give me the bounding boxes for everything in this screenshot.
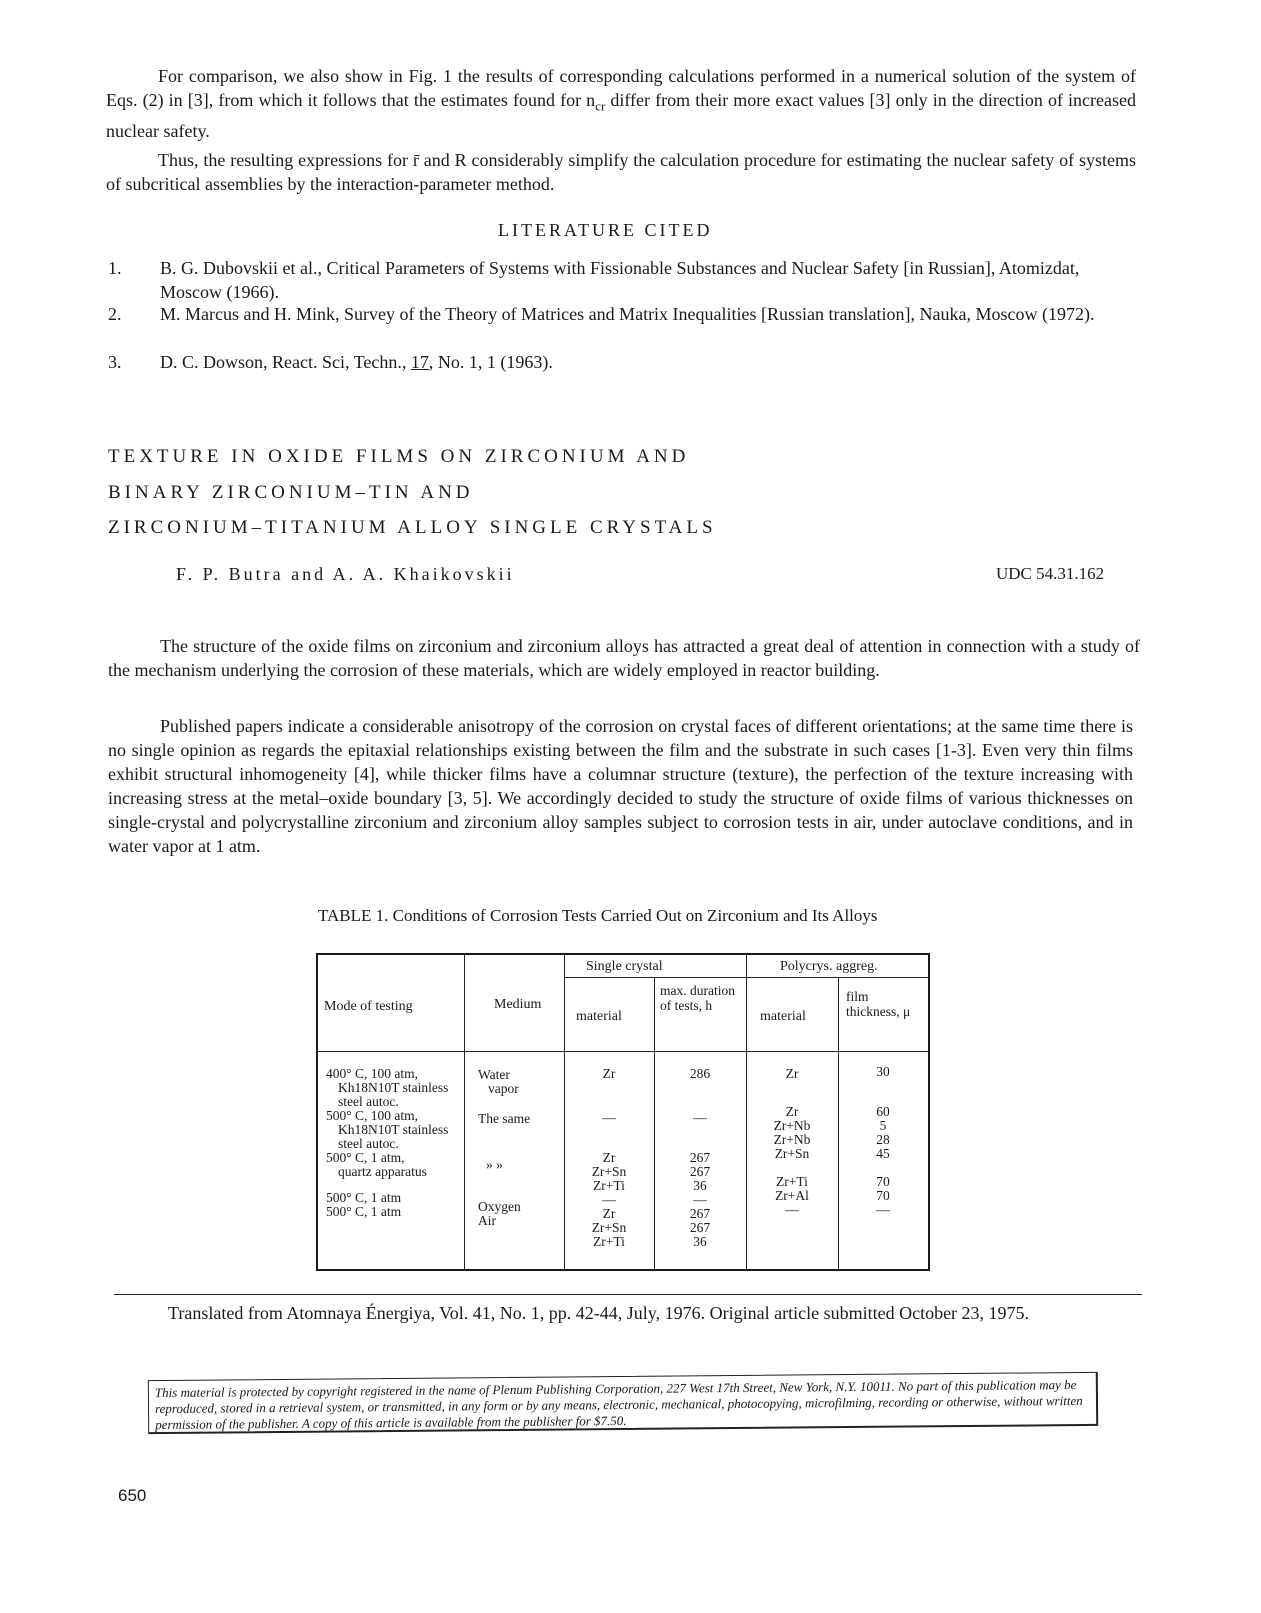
- copyright-notice: This material is protected by copyright registered in the name of Plenum Publishing Corporation, 227 West 17th Street, New York, N.Y. 10011. No part of this publication may be reproduced, stored in a retrieval system, or transmitted, in any form or by any means, electronic, mechanical, photocopying, microfilming, recording or otherwise, without written permission of the publisher. A copy of this article is available from the publisher for $7.50.: [148, 1372, 1098, 1434]
- pc-material-value: Zr+Nb: [773, 1132, 811, 1147]
- header-pc-material: material: [760, 1009, 806, 1024]
- sc-material-value: Zr+Ti: [593, 1234, 625, 1249]
- thickness-value: 5: [879, 1118, 887, 1133]
- header-polycrystal: Polycrys. aggreg.: [780, 959, 878, 974]
- spacer: [838, 1079, 928, 1105]
- thickness-value: 70: [876, 1174, 890, 1189]
- mode-text: 400° C, 100 atm,: [326, 1066, 419, 1081]
- corrosion-table: [316, 953, 930, 1271]
- duration-value: 267: [689, 1206, 711, 1221]
- spacer: [654, 1125, 746, 1151]
- udc-code: UDC 54.31.162: [996, 564, 1105, 583]
- spacer: [564, 1081, 654, 1111]
- spacer: [654, 1081, 746, 1111]
- mode-text: 500° C, 100 atm,: [326, 1108, 419, 1123]
- medium-cell: vapor: [488, 1081, 519, 1096]
- intro-paragraph-1-text-a: For comparison, we also show in Fig. 1 the results of corresponding calculations performed in a numerical solution of the system of Eqs. (2) in [3], from which it follows that the estimates found for: [106, 66, 1136, 110]
- spacer: [746, 1081, 838, 1105]
- reference-number: 3.: [108, 352, 122, 372]
- spacer: [838, 1161, 928, 1175]
- intro-paragraph-2: Thus, the resulting expressions for r̄ and R considerably simplify the calculation procedure for estimating the nuclear safety of systems of subcritical assemblies by the interaction-parameter method.: [106, 150, 1136, 194]
- medium-cell: » »: [486, 1157, 503, 1172]
- mode-text: Kh18N10T stainless steel autoc.: [338, 1122, 449, 1151]
- pc-material-value: —: [785, 1202, 799, 1217]
- translation-note: Translated from Atomnaya Énergiya, Vol. 41, No. 1, pp. 42-44, July, 1976. Original article submitted October 23, 1975.: [168, 1303, 1030, 1323]
- n-cr-variable: n: [586, 90, 596, 110]
- article-title-line-1: TEXTURE IN OXIDE FILMS ON ZIRCONIUM AND: [108, 446, 690, 467]
- table-caption: TABLE 1. Conditions of Corrosion Tests Carried Out on Zirconium and Its Alloys: [318, 906, 878, 925]
- header-sc-material: material: [576, 1009, 622, 1024]
- pc-material-value: Zr+Sn: [774, 1146, 810, 1161]
- reference-text: M. Marcus and H. Mink, Survey of the Theory of Matrices and Matrix Inequalities [Russian translation], Nauka, Moscow (1972).: [160, 304, 1095, 324]
- duration-value: 36: [693, 1234, 707, 1249]
- sc-material-value: —: [602, 1192, 616, 1207]
- reference-text: B. G. Dubovskii et al., Critical Parameters of Systems with Fissionable Substances and Nuclear Safety [in Russian], Atomizdat, Moscow (1966).: [160, 258, 1080, 302]
- sc-material-cell: [564, 1067, 654, 1249]
- thickness-value: —: [876, 1202, 890, 1217]
- reference-number: 1.: [108, 258, 122, 278]
- thickness-value: 60: [876, 1104, 890, 1119]
- sc-material-value: Zr: [602, 1150, 616, 1165]
- sc-material-value: Zr+Sn: [591, 1220, 627, 1235]
- thickness-value: 45: [876, 1146, 890, 1161]
- reference-3: [108, 350, 1138, 374]
- duration-value: 267: [689, 1164, 711, 1179]
- mode-text: quartz apparatus: [338, 1164, 427, 1179]
- mode-text: 500° C, 1 atm: [326, 1190, 402, 1205]
- mode-text: Kh18N10T stainless steel autoc.: [338, 1080, 449, 1109]
- page-number: 650: [118, 1486, 147, 1505]
- duration-cell: [654, 1067, 746, 1249]
- intro-paragraph-1: [106, 64, 1136, 143]
- pc-material-value: Zr+Nb: [773, 1118, 811, 1133]
- duration-value: 267: [689, 1220, 711, 1235]
- mode-cell: [326, 1067, 462, 1219]
- header-thickness: film thickness, μ: [846, 989, 911, 1019]
- reference-number: 2.: [108, 304, 122, 324]
- pc-material-value: Zr: [785, 1066, 799, 1081]
- article-title-line-2: BINARY ZIRCONIUM–TIN AND: [108, 482, 474, 503]
- literature-heading: LITERATURE CITED: [498, 220, 713, 240]
- duration-value: 36: [693, 1178, 707, 1193]
- thickness-value: 30: [876, 1064, 890, 1079]
- article-paragraph-1: The structure of the oxide films on zirconium and zirconium alloys has attracted a great deal of attention in connection with a study of the mechanism underlying the corrosion of these materials, which are widely employed in reactor building.: [108, 636, 1140, 680]
- sc-material-value: Zr: [602, 1066, 616, 1081]
- reference-text: [160, 350, 1138, 374]
- thickness-cell: [838, 1065, 928, 1217]
- sc-material-value: Zr: [602, 1206, 616, 1221]
- pc-material-cell: [746, 1067, 838, 1217]
- pc-material-value: Zr: [785, 1104, 799, 1119]
- table-divider: [318, 1051, 928, 1052]
- duration-value: —: [693, 1110, 707, 1125]
- reference-volume: 17: [410, 352, 429, 372]
- sc-material-value: —: [602, 1110, 616, 1125]
- pc-material-value: Zr+Al: [775, 1188, 809, 1203]
- reference-text-a: D. C. Dowson, React. Sci, Techn.,: [160, 352, 411, 372]
- reference-1: [108, 256, 1138, 304]
- intro-paragraph-1-text-b: differ from their more exact values [3] only in the direction of increased nuclear safety.: [106, 90, 1137, 141]
- spacer: [564, 1125, 654, 1151]
- footnote-rule: [114, 1294, 1142, 1295]
- header-medium: Medium: [494, 997, 542, 1012]
- article-title-line-3: ZIRCONIUM–TITANIUM ALLOY SINGLE CRYSTALS: [108, 517, 717, 538]
- table-divider: [564, 977, 928, 978]
- reference-2: [108, 302, 1138, 350]
- pc-material-value: Zr+Ti: [776, 1174, 808, 1189]
- medium-cell: Water: [478, 1067, 510, 1082]
- header-single-crystal: Single crystal: [586, 959, 663, 974]
- sc-material-value: Zr+Sn: [591, 1164, 627, 1179]
- duration-value: —: [693, 1192, 707, 1207]
- mode-text: 500° C, 1 atm,: [326, 1150, 405, 1165]
- header-duration: max. duration of tests, h: [660, 983, 735, 1013]
- table-divider: [464, 955, 465, 1269]
- article-authors: F. P. Butra and A. A. Khaikovskii: [176, 564, 515, 584]
- article-paragraph-2: Published papers indicate a considerable anisotropy of the corrosion on crystal faces of different orientations; at the same time there is no single opinion as regards the epitaxial relationships existing between the film and the substrate in such cases [1-3]. Even very thin films exhibit structural inhomogeneity [4], while thicker films have a columnar structure (texture), the perfection of the texture increasing with increasing stress at the metal–oxide boundary [3, 5]. We accordingly decided to study the structure of oxide films of various thicknesses on single-crystal and polycrystalline zirconium and zirconium alloy samples subject to corrosion tests in air, under autoclave conditions, and in water vapor at 1 atm.: [108, 716, 1133, 856]
- medium-cell: The same: [478, 1111, 531, 1126]
- sc-material-value: Zr+Ti: [593, 1178, 625, 1193]
- mode-text: 500° C, 1 atm: [326, 1204, 402, 1219]
- medium-cell: Air: [478, 1213, 496, 1228]
- thickness-value: 70: [876, 1188, 890, 1203]
- duration-value: 286: [689, 1066, 711, 1081]
- thickness-value: 28: [876, 1132, 890, 1147]
- medium-cell: Oxygen: [478, 1199, 521, 1214]
- n-cr-subscript: cr: [595, 98, 606, 114]
- reference-text-b: , No. 1, 1 (1963).: [428, 352, 553, 372]
- spacer: [746, 1161, 838, 1175]
- header-mode: Mode of testing: [324, 999, 413, 1014]
- duration-value: 267: [689, 1150, 711, 1165]
